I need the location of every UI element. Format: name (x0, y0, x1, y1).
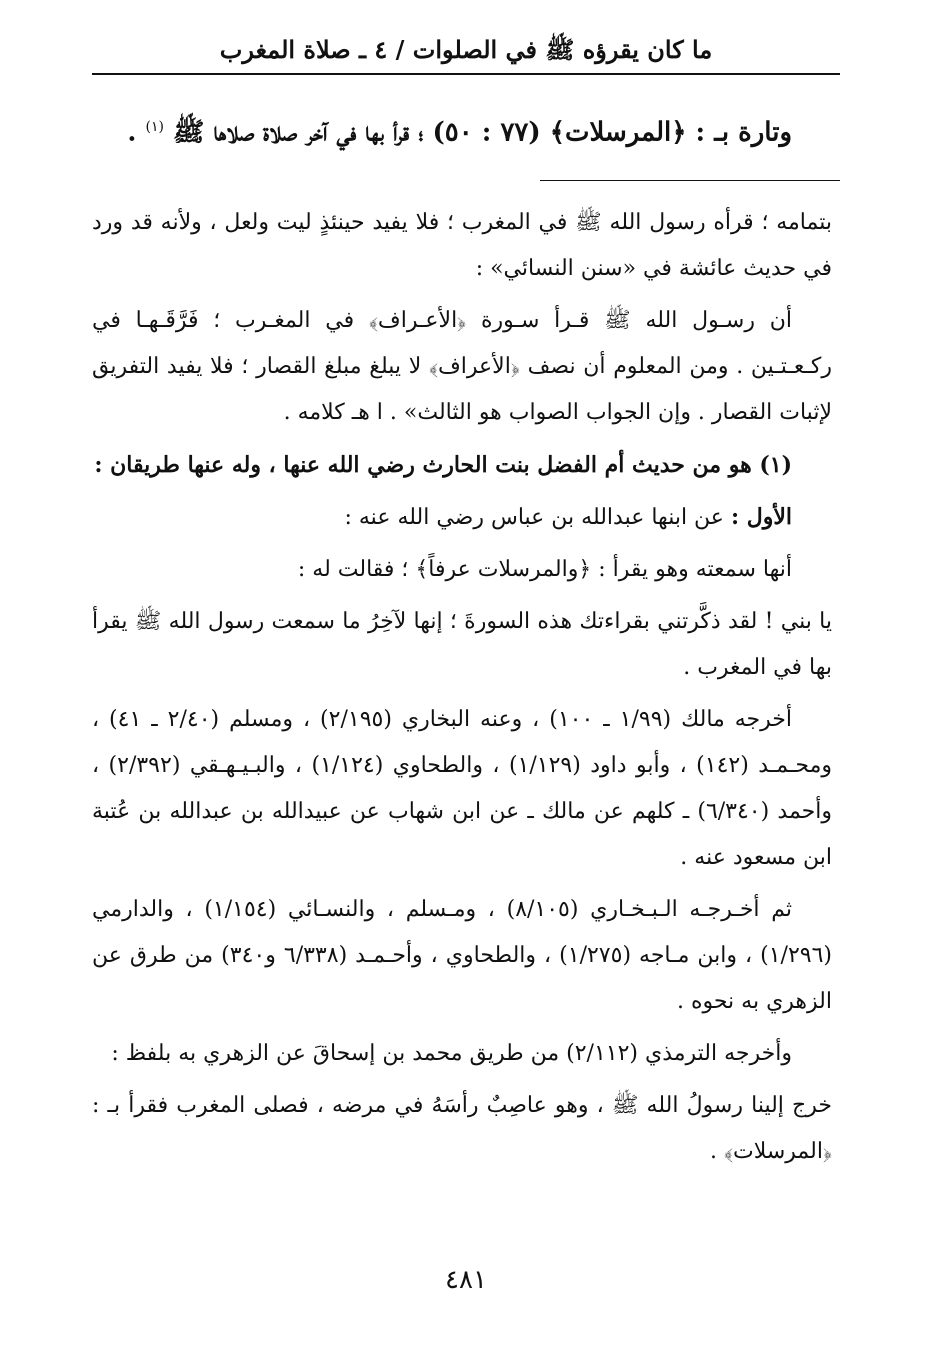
running-header: ما كان يقرؤه ﷺ في الصلوات / ٤ ـ صلاة المغرب (219, 35, 713, 64)
footnote-paragraph: ثم أخـرجـه الـبـخـاري (٨/١٠٥) ، ومـسلم ، والنسـائي (١/١٥٤) ، والدارمي (١/٢٩٦) ، وابن مـاجه (١/٢٧٥) ، والطحاوي ، وأحـمـد (٦/٣٣٨ و٣٤٠) من طرق عن الزهري به نحوه . (92, 897, 832, 1014)
footnote-label: الأول : (730, 504, 792, 530)
footnote-paragraph: أن رسـول الله ﷺ قـرأ سـورة ﴿الأعـراف﴾ في المغـرب ؛ فَرَّقَـهـا في ركـعـتـين . ومن المعلوم أن نصف ﴿الأعراف﴾ لا يبلغ مبلغ القصار ؛ فلا يفيد التفريق لإثبات القصار . وإن الجواب الصواب هو الثالث» . ا هـ كلامه . (92, 308, 832, 425)
footnote-paragraph: يا بني ! لقد ذكَّرتني بقراءتك هذه السورةَ ؛ إنها لآخِرُ ما سمعت رسول الله ﷺ يقرأ بها في المغرب . (92, 609, 832, 680)
main-text: وتارة بـ : ﴿المرسلات﴾ (٧٧ : ٥٠) ؛ قرأ بها في آخر صلاة صلاها ﷺ (173, 117, 792, 148)
main-text-line (92, 102, 792, 152)
footnote-paragraph (92, 494, 832, 541)
end-mark: . (127, 117, 137, 148)
page-number: ٤٨١ (445, 1265, 487, 1295)
footnote-paragraph: خرج إلينا رسولُ الله ﷺ ، وهو عاصِبٌ رأسَهُ في مرضه ، فصلى المغرب فقرأ بـ : ﴿المرسلات﴾ . (92, 1093, 832, 1164)
footnote-paragraph: أنها سمعته وهو يقرأ : ﴿والمرسلات عرفاً﴾ ؛ فقالت له : (297, 557, 792, 582)
footnote-text: عن ابنها عبدالله بن عباس رضي الله عنه : (344, 505, 724, 530)
footnote-heading: (١) هو من حديث أم الفضل بنت الحارث رضي الله عنها ، وله عنها طريقان : (94, 452, 792, 478)
footnote-reference: (١) (145, 119, 164, 135)
header-divider (92, 73, 840, 75)
footnote-paragraph: أخرجه مالك (١/٩٩ ـ ١٠٠) ، وعنه البخاري (٢/١٩٥) ، ومسلم (٢/٤٠ ـ ٤١) ، ومحـمـد (١٤٢) ، وأبو داود (١/١٢٩) ، والطحاوي (١/١٢٤) ، والبـيـهـقي (٢/٣٩٢) ، وأحمد (٦/٣٤٠) ـ كلهم عن مالك ـ عن ابن شهاب عن عبيدالله بن عبدالله بن عُتبة ابن مسعود عنه . (92, 707, 833, 870)
footnotes-block (92, 200, 832, 1181)
footnote-divider (540, 180, 840, 181)
footnote-paragraph: وأخرجه الترمذي (٢/١١٢) من طريق محمد بن إسحاقَ عن الزهري به بلفظ : (111, 1041, 792, 1066)
footnote-paragraph: بتمامه ؛ قرأه رسول الله ﷺ في المغرب ؛ فلا يفيد حينئذٍ ليت ولعل ، ولأنه قد ورد في حديث عائشة في «سنن النسائي» : (92, 210, 832, 281)
